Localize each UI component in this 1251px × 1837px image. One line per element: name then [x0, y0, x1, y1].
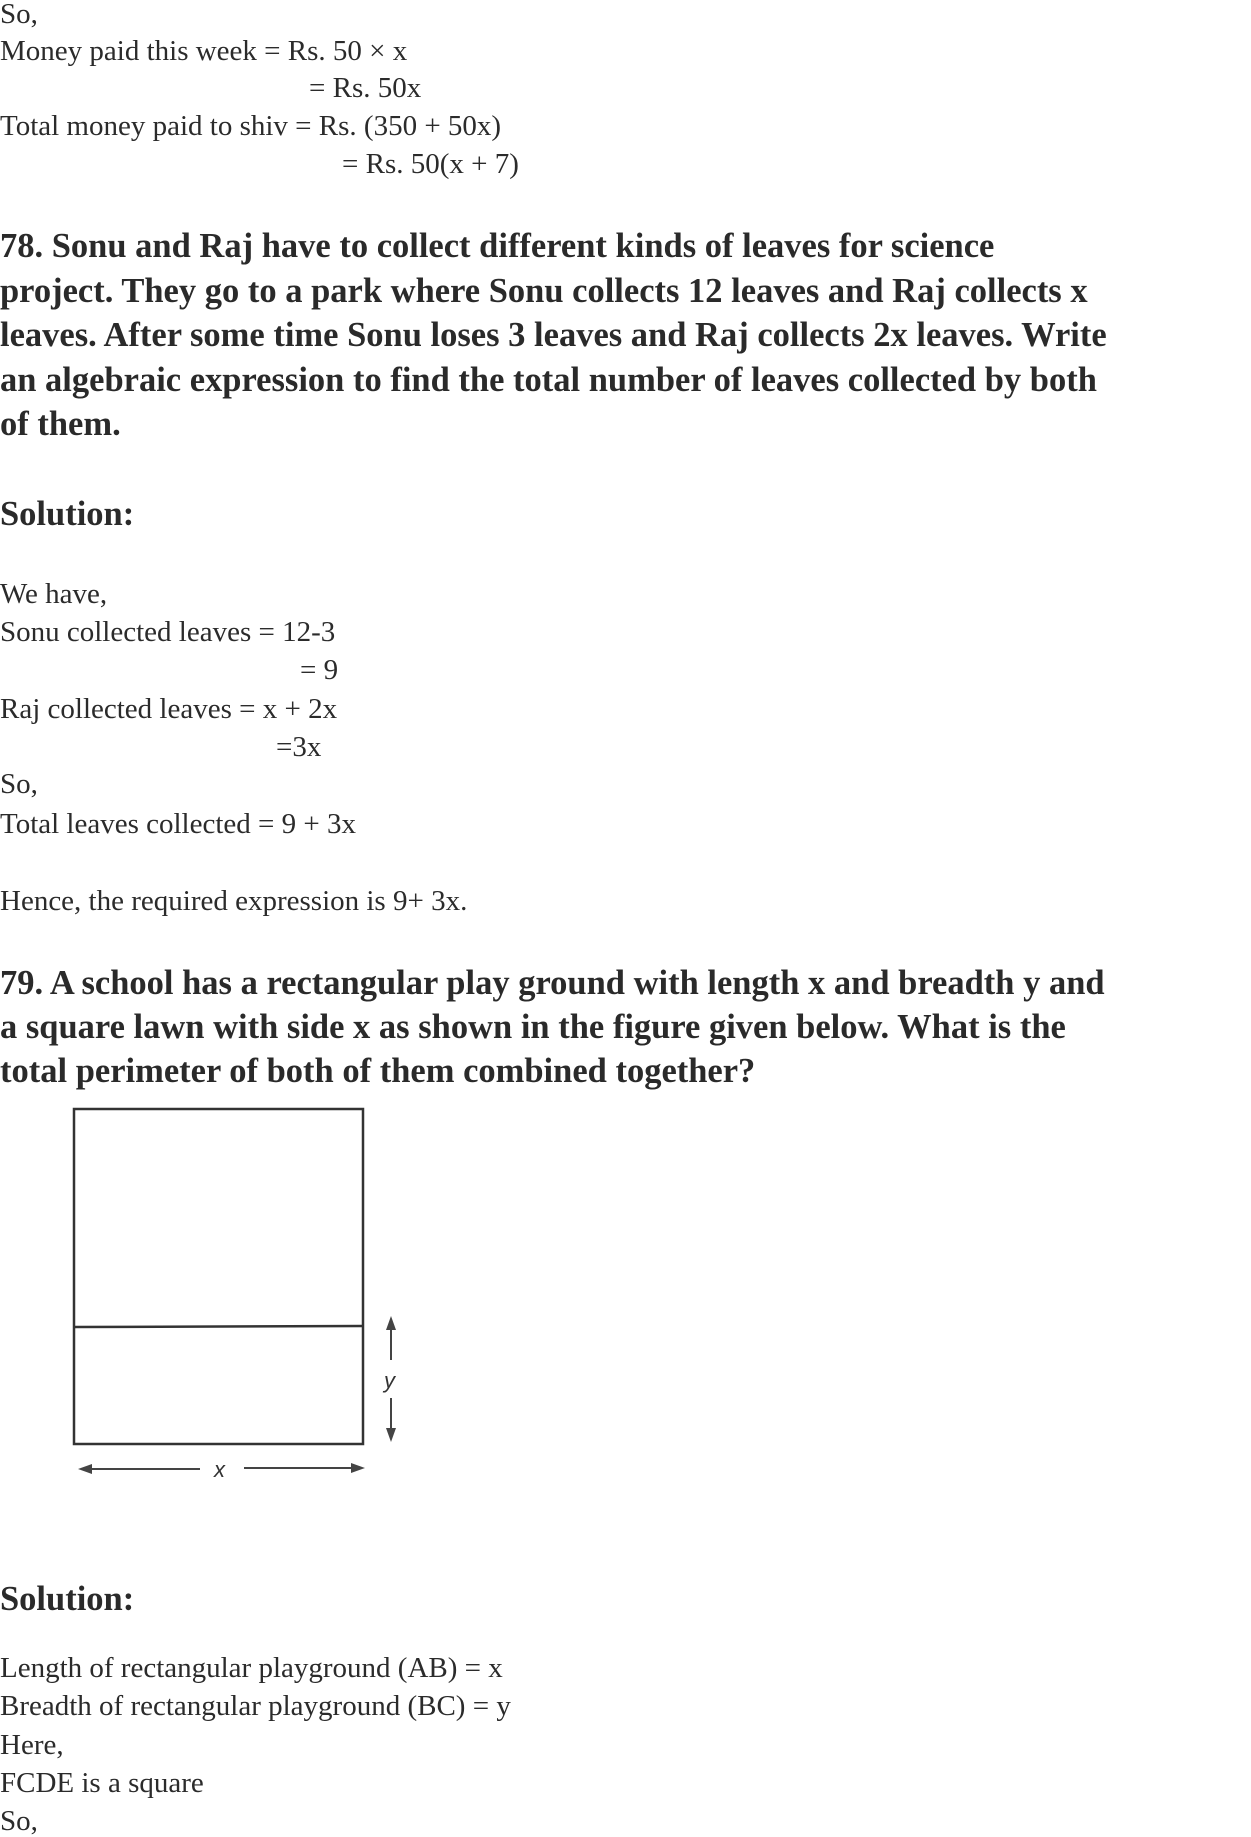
text-line: Here, [0, 1729, 64, 1761]
text-line: We have, [0, 578, 108, 610]
x-label: x [214, 1457, 225, 1482]
y-label: y [384, 1368, 395, 1393]
question-line: leaves. After some time Sonu loses 3 leaves and Raj collects 2x leaves. Write [0, 316, 1107, 354]
conclusion-text: Hence, the required expression is 9+ 3x. [0, 885, 468, 917]
text-line: So, [0, 768, 38, 800]
text-line: = 9 [300, 654, 339, 686]
text-line: Total leaves collected = 9 + 3x [0, 808, 357, 840]
text-line: FCDE is a square [0, 1767, 204, 1799]
text-line: Money paid this week = Rs. 50 × x [0, 35, 408, 67]
text-line: Length of rectangular playground (AB) = x [0, 1652, 503, 1684]
solution-heading: Solution: [0, 1580, 135, 1618]
question-line: of them. [0, 405, 121, 443]
text-line: Breadth of rectangular playground (BC) = y [0, 1690, 511, 1722]
text-line: Raj collected leaves = x + 2x [0, 693, 338, 725]
question-line: 78. Sonu and Raj have to collect different kinds of leaves for science [0, 227, 995, 265]
text-line: Sonu collected leaves = 12-3 [0, 616, 336, 648]
y-dimension-arrow [386, 1316, 396, 1442]
x-dimension-arrow [78, 1463, 365, 1474]
text-line: = Rs. 50x [309, 72, 422, 104]
text-line: Total money paid to shiv = Rs. (350 + 50x) [0, 110, 502, 142]
figure-rectangles [74, 1109, 363, 1444]
divider-line [75, 1326, 363, 1327]
text-line: So, [0, 1805, 38, 1837]
question-line: a square lawn with side x as shown in the figure given below. What is the [0, 1008, 1066, 1046]
question-line: 79. A school has a rectangular play ground with length x and breadth y and [0, 964, 1105, 1002]
text-line: = Rs. 50(x + 7) [342, 148, 519, 180]
outer-rectangle [74, 1109, 363, 1444]
question-line: project. They go to a park where Sonu collects 12 leaves and Raj collects x [0, 272, 1088, 310]
question-line: an algebraic expression to find the total number of leaves collected by both [0, 361, 1097, 399]
text-line: =3x [276, 731, 322, 763]
question-line: total perimeter of both of them combined together? [0, 1052, 756, 1090]
text-line: So, [0, 0, 38, 30]
solution-heading: Solution: [0, 495, 135, 533]
